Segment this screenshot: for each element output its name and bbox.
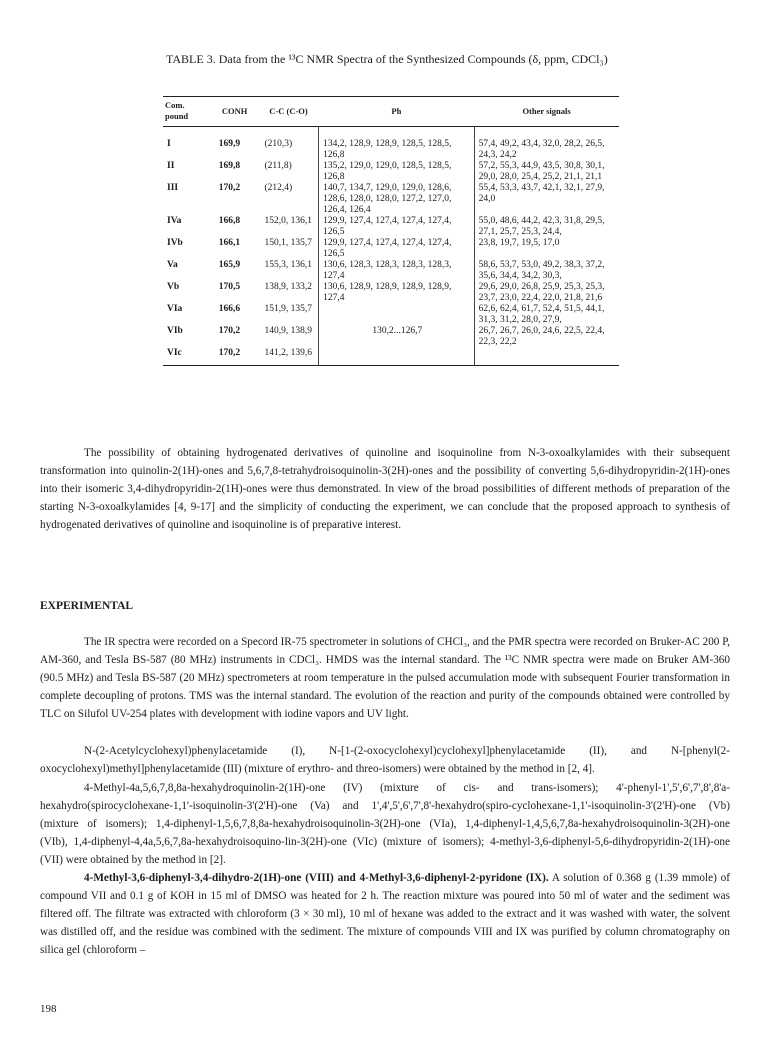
other-cell (474, 348, 619, 359)
header-ph: Ph (319, 97, 475, 127)
compound-cell: IVb (167, 238, 183, 248)
table-row (163, 348, 619, 359)
other-cell: 62,6, 62,4, 61,7, 52,4, 51,5, 44,1, 31,3, 31,2, 28,0, 27,9, (474, 304, 619, 326)
cc-cell: 141,2, 139,6 (264, 348, 312, 358)
other-cell: 55,4, 53,3, 43,7, 42,1, 32,1, 27,9, 24,0 (474, 183, 619, 216)
compound-cell: VIa (167, 304, 183, 314)
table-row (163, 260, 619, 282)
conh-cell: 170,2 (218, 348, 241, 358)
header-cc: C-C (C-O) (258, 97, 318, 127)
table-row (163, 216, 619, 238)
conh-cell: 165,9 (218, 260, 241, 270)
table-row (163, 238, 619, 260)
conh-cell: 166,8 (218, 216, 241, 226)
ph-cell: 135,2, 129,0, 129,0, 128,5, 128,5, 126,8 (319, 161, 475, 183)
isomers-paragraph: 4-Methyl-4a,5,6,7,8,8a-hexahydroquinolin-2(1H)-one (IV) (mixture of cis- and trans-isomers); 4'-phenyl-1',5',6',7',8',8'a-hexahydro(spirocyclohexane-1,1'-isoquinolin-3'(2'H)-one (Va) and 1',4',5',6',7',8'-hexahydro(spiro-cyclohexane-1,1'-isoquinolin-3'(2'H)-one (Vb) (mixture of isomers); 1,4-diphenyl-1,5,6,7,8,8a-hexahydroisoquinolin-3(2H)-one (VIa), 1,4-diphenyl-1,4,5,6,7,8a-hexahydroisoquinolin-3(2H)-one (VIb), 1,4-diphenyl-4,4a,5,6,7,8a-hexahydroisoquino-lin-3(2H)-one (VIc) (mixture of isomers); 4-methyl-3,6-diphenyl-5,6-dihydropyridin-2(1H)-one (VII) were obtained by the method in [2]. (40, 782, 730, 866)
procedure-title: 4-Methyl-3,6-diphenyl-3,4-dihydro-2(1H)-one (VIII) and 4-Methyl-3,6-diphenyl-2-pyridone (IX). (84, 872, 549, 884)
other-cell: 55,0, 48,6, 44,2, 42,3, 31,8, 29,5, 27,1, 25,7, 25,3, 24,4, (474, 216, 619, 238)
cc-cell: 151,9, 135,7 (264, 304, 312, 314)
conh-cell: 169,9 (218, 139, 241, 149)
methods-paragraph: The IR spectra were recorded on a Specord IR-75 spectrometer in solutions of CHCl₃, and the PMR spectra were recorded on Bruker-AC 200 P, AM-360, and Tesla BS-587 (80 MHz) instruments in CDCl₃. HMDS was the internal standard. The ¹³C NMR spectra were made on Bruker AM-360 (90.5 MHz) and Tesla BS-587 (20 MHz) spectrometers at room temperature in the pulsed accumulation mode with subsequent Fourier transformation in complete decoupling of protons. TMS was the internal standard. The evolution of the reaction and purity of the compounds obtained were controlled by TLC on Silufol UV-254 plates with development with iodine vapors and UV light. (40, 636, 730, 720)
header-conh: CONH (211, 97, 259, 127)
ph-cell: 129,9, 127,4, 127,4, 127,4, 127,4, 126,5 (319, 238, 475, 260)
ph-cell: 130,6, 128,3, 128,3, 128,3, 128,3, 127,4 (319, 260, 475, 282)
ph-cell: 134,2, 128,9, 128,9, 128,5, 128,5, 126,8 (319, 139, 475, 161)
conh-cell: 170,2 (218, 183, 241, 193)
other-cell: 26,7, 26,7, 26,0, 24,6, 22,5, 22,4, 22,3, 22,2 (474, 326, 619, 348)
nmr-table (163, 96, 619, 366)
table-row (163, 326, 619, 348)
cc-cell: (212,4) (264, 183, 293, 193)
table-row (163, 282, 619, 304)
ph-cell: 129,9, 127,4, 127,4, 127,4, 127,4, 126,5 (319, 216, 475, 238)
table-row (163, 304, 619, 326)
page-number: 198 (40, 1003, 57, 1015)
conh-cell: 170,2 (218, 326, 241, 336)
cc-cell: 138,9, 133,2 (264, 282, 312, 292)
compounds-paragraph: N-(2-Acetylcyclohexyl)phenylacetamide (I), N-[1-(2-oxocyclohexyl)cyclohexyl]phenylacetamide (II), and N-[phenyl(2-oxocyclohexyl)methyl]phenylacetamide (III) (mixture of erythro- and threo-isomers) were obtained by the method in [2, 4]. (40, 745, 730, 775)
header-compound: Com. pound (163, 97, 211, 127)
compound-cell: IVa (167, 216, 182, 226)
ph-cell: 130,2...126,7 (319, 326, 475, 348)
cc-cell: 150,1, 135,7 (264, 238, 312, 248)
compound-cell: III (167, 183, 179, 193)
other-cell: 57,4, 49,2, 43,4, 32,0, 28,2, 26,5, 24,3, 24,2 (474, 139, 619, 161)
header-other: Other signals (474, 97, 619, 127)
procedure-body: A solution of 0.368 g (1.39 mmole) of compound VII and 0.1 g of KOH in 15 ml of DMSO was heated for 2 h. The reaction mixture was poured into 50 ml of water and the sediment was filtered off. The filtrate was extracted with chloroform (3 × 30 ml), 10 ml of hexane was added to the extract and it was washed with water, the solvent was distilled off, and the residue was combined with the sediment. The mixture of compounds VIII and IX was purified by column chromatography on silica gel (chloroform – (40, 872, 730, 956)
table-row (163, 161, 619, 183)
table-row (163, 183, 619, 216)
table-row (163, 139, 619, 161)
ph-cell (319, 348, 475, 359)
procedure-paragraph (40, 869, 730, 959)
compound-cell: Vb (167, 282, 180, 292)
cc-cell: 152,0, 136,1 (264, 216, 312, 226)
other-cell: 58,6, 53,7, 53,0, 49,2, 38,3, 37,2, 35,6, 34,4, 34,2, 30,3, (474, 260, 619, 282)
table-header-row (163, 97, 619, 127)
conh-cell: 166,6 (218, 304, 241, 314)
compound-cell: VIc (167, 348, 182, 358)
conh-cell: 169,8 (218, 161, 241, 171)
other-cell: 23,8, 19,7, 19,5, 17,0 (474, 238, 619, 260)
conh-cell: 170,5 (218, 282, 241, 292)
compound-cell: VIb (167, 326, 183, 336)
compound-cell: II (167, 161, 175, 171)
cc-cell: (211,8) (264, 161, 292, 171)
cc-cell: 140,9, 138,9 (264, 326, 312, 336)
cc-cell: 155,3, 136,1 (264, 260, 312, 270)
ph-cell: 140,7, 134,7, 129,0, 129,0, 128,6, 128,6, 128,0, 128,0, 127,2, 127,0, 126,4, 126,4 (319, 183, 475, 216)
conh-cell: 166,1 (218, 238, 241, 248)
other-cell: 57,2, 55,3, 44,9, 43,5, 30,8, 30,1, 29,0, 28,0, 25,4, 25,2, 21,1, 21,1 (474, 161, 619, 183)
ph-cell: 130,6, 128,9, 128,9, 128,9, 128,9, 127,4 (319, 282, 475, 304)
other-cell: 29,6, 29,0, 26,8, 25,9, 25,3, 25,3, 23,7, 23,0, 22,4, 22,0, 21,8, 21,6 (474, 282, 619, 304)
section-heading: EXPERIMENTAL (40, 600, 134, 612)
conclusion-paragraph: The possibility of obtaining hydrogenated derivatives of quinoline and isoquinoline from N-3-oxoalkylamides with their subsequent transformation into quinolin-2(1H)-ones and 5,6,7,8-tetrahydroisoquinolin-3(2H)-ones and the possibility of converting 5,6-dihydropyridin-2(1H)-ones into their isomeric 3,4-dihydropyridin-2(1H)-ones were thus demonstrated. In view of the broad possibilities of different methods of preparation of the starting N-3-oxoalkylamides [4, 9-17] and the simplicity of conducting the experiment, we can conclude that the proposed approach to synthesis of hydrogenated derivatives of quinoline and isoquinoline is of preparative interest. (40, 447, 730, 531)
compound-cell: I (167, 139, 171, 149)
ph-cell (319, 304, 475, 326)
table-caption: TABLE 3. Data from the ¹³C NMR Spectra of the Synthesized Compounds (δ, ppm, CDCl₃) (166, 52, 608, 66)
compound-cell: Va (167, 260, 178, 270)
cc-cell: (210,3) (264, 139, 293, 149)
